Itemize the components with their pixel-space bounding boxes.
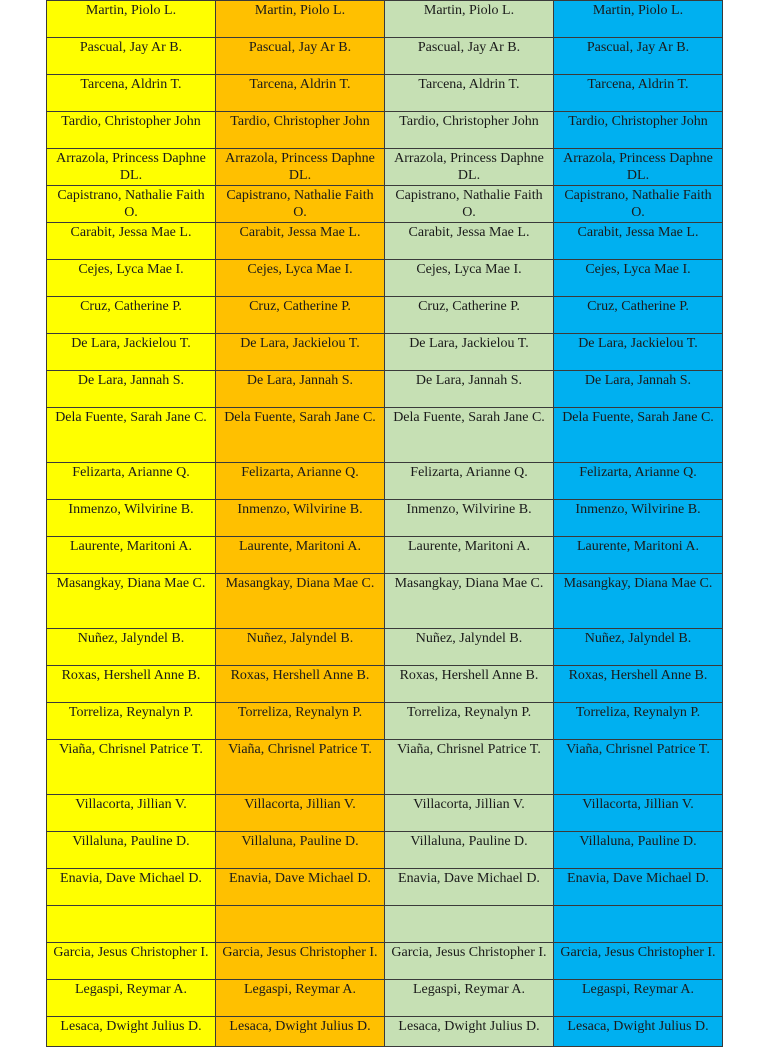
table-row — [47, 408, 723, 463]
name-cell-blue: Viaña, Chrisnel Patrice T. — [554, 740, 723, 795]
name-cell-green: Cruz, Catherine P. — [385, 297, 554, 334]
name-cell-blue: Legaspi, Reymar A. — [554, 980, 723, 1017]
table-row — [47, 574, 723, 629]
name-cell-yellow: Lesaca, Dwight Julius D. — [47, 1017, 216, 1047]
name-cell-blue: Cruz, Catherine P. — [554, 297, 723, 334]
name-cell-orange: Garcia, Jesus Christopher I. — [216, 943, 385, 980]
name-cell-green: Felizarta, Arianne Q. — [385, 463, 554, 500]
name-cell-orange: Felizarta, Arianne Q. — [216, 463, 385, 500]
name-cell-blue: Tardio, Christopher John — [554, 112, 723, 149]
roster-body — [47, 1, 723, 1047]
name-cell-orange: Enavia, Dave Michael D. — [216, 869, 385, 906]
name-cell-green: Torreliza, Reynalyn P. — [385, 703, 554, 740]
name-cell-yellow: Martin, Piolo L. — [47, 1, 216, 38]
name-cell-green: Inmenzo, Wilvirine B. — [385, 500, 554, 537]
name-cell-orange: Laurente, Maritoni A. — [216, 537, 385, 574]
name-cell-orange: Arrazola, Princess Daphne DL. — [216, 149, 385, 186]
name-cell-green: Legaspi, Reymar A. — [385, 980, 554, 1017]
name-cell-yellow: Capistrano, Nathalie Faith O. — [47, 186, 216, 223]
table-row — [47, 740, 723, 795]
name-cell-yellow: Pascual, Jay Ar B. — [47, 38, 216, 75]
name-cell-blue: Enavia, Dave Michael D. — [554, 869, 723, 906]
name-cell-blue: Carabit, Jessa Mae L. — [554, 223, 723, 260]
name-cell-yellow: Felizarta, Arianne Q. — [47, 463, 216, 500]
name-cell-orange: Capistrano, Nathalie Faith O. — [216, 186, 385, 223]
name-cell-green: Dela Fuente, Sarah Jane C. — [385, 408, 554, 463]
name-cell-green: Martin, Piolo L. — [385, 1, 554, 38]
name-cell-blue: Laurente, Maritoni A. — [554, 537, 723, 574]
name-cell-blue: Villaluna, Pauline D. — [554, 832, 723, 869]
name-cell-green: Capistrano, Nathalie Faith O. — [385, 186, 554, 223]
name-cell-orange: De Lara, Jannah S. — [216, 371, 385, 408]
table-row — [47, 371, 723, 408]
roster-table — [46, 0, 723, 1047]
name-cell-blue: Martin, Piolo L. — [554, 1, 723, 38]
name-cell-green: Pascual, Jay Ar B. — [385, 38, 554, 75]
name-cell-yellow: Garcia, Jesus Christopher I. — [47, 943, 216, 980]
name-cell-yellow: Masangkay, Diana Mae C. — [47, 574, 216, 629]
table-row — [47, 149, 723, 186]
table-row — [47, 75, 723, 112]
name-cell-yellow: Carabit, Jessa Mae L. — [47, 223, 216, 260]
table-row — [47, 869, 723, 906]
table-row — [47, 1017, 723, 1047]
name-cell-orange: Pascual, Jay Ar B. — [216, 38, 385, 75]
name-cell-green: Roxas, Hershell Anne B. — [385, 666, 554, 703]
name-cell-orange: Inmenzo, Wilvirine B. — [216, 500, 385, 537]
name-cell-blue: Villacorta, Jillian V. — [554, 795, 723, 832]
name-cell-blue: Lesaca, Dwight Julius D. — [554, 1017, 723, 1047]
name-cell-green: Villaluna, Pauline D. — [385, 832, 554, 869]
table-row — [47, 334, 723, 371]
name-cell-orange: De Lara, Jackielou T. — [216, 334, 385, 371]
name-cell-orange: Masangkay, Diana Mae C. — [216, 574, 385, 629]
name-cell-blue: Tarcena, Aldrin T. — [554, 75, 723, 112]
name-cell-orange — [216, 906, 385, 943]
name-cell-yellow: Tardio, Christopher John — [47, 112, 216, 149]
name-cell-orange: Cejes, Lyca Mae I. — [216, 260, 385, 297]
name-cell-green: Laurente, Maritoni A. — [385, 537, 554, 574]
table-row — [47, 38, 723, 75]
name-cell-orange: Dela Fuente, Sarah Jane C. — [216, 408, 385, 463]
name-cell-orange: Viaña, Chrisnel Patrice T. — [216, 740, 385, 795]
name-cell-yellow: Legaspi, Reymar A. — [47, 980, 216, 1017]
table-row — [47, 666, 723, 703]
name-cell-green: Carabit, Jessa Mae L. — [385, 223, 554, 260]
name-cell-orange: Carabit, Jessa Mae L. — [216, 223, 385, 260]
name-cell-green — [385, 906, 554, 943]
table-row — [47, 537, 723, 574]
name-cell-yellow: Inmenzo, Wilvirine B. — [47, 500, 216, 537]
name-cell-blue: Arrazola, Princess Daphne DL. — [554, 149, 723, 186]
name-cell-blue: Inmenzo, Wilvirine B. — [554, 500, 723, 537]
name-cell-orange: Roxas, Hershell Anne B. — [216, 666, 385, 703]
table-row — [47, 795, 723, 832]
name-cell-yellow: Cruz, Catherine P. — [47, 297, 216, 334]
name-cell-green: Garcia, Jesus Christopher I. — [385, 943, 554, 980]
table-row — [47, 223, 723, 260]
table-row — [47, 629, 723, 666]
name-cell-blue: Masangkay, Diana Mae C. — [554, 574, 723, 629]
name-cell-orange: Tarcena, Aldrin T. — [216, 75, 385, 112]
name-cell-blue: Dela Fuente, Sarah Jane C. — [554, 408, 723, 463]
name-cell-orange: Cruz, Catherine P. — [216, 297, 385, 334]
table-row — [47, 500, 723, 537]
name-cell-green: Nuñez, Jalyndel B. — [385, 629, 554, 666]
name-cell-orange: Villaluna, Pauline D. — [216, 832, 385, 869]
name-cell-orange: Legaspi, Reymar A. — [216, 980, 385, 1017]
name-cell-blue: Garcia, Jesus Christopher I. — [554, 943, 723, 980]
name-cell-yellow: Viaña, Chrisnel Patrice T. — [47, 740, 216, 795]
name-cell-yellow: Villaluna, Pauline D. — [47, 832, 216, 869]
name-cell-yellow: Nuñez, Jalyndel B. — [47, 629, 216, 666]
name-cell-blue: Pascual, Jay Ar B. — [554, 38, 723, 75]
name-cell-blue: De Lara, Jannah S. — [554, 371, 723, 408]
name-cell-yellow: Arrazola, Princess Daphne DL. — [47, 149, 216, 186]
name-cell-yellow: De Lara, Jannah S. — [47, 371, 216, 408]
name-cell-yellow: Dela Fuente, Sarah Jane C. — [47, 408, 216, 463]
name-cell-green: De Lara, Jackielou T. — [385, 334, 554, 371]
table-row — [47, 112, 723, 149]
name-cell-green: Cejes, Lyca Mae I. — [385, 260, 554, 297]
name-cell-orange: Torreliza, Reynalyn P. — [216, 703, 385, 740]
table-row — [47, 943, 723, 980]
name-cell-green: Arrazola, Princess Daphne DL. — [385, 149, 554, 186]
name-cell-green: Enavia, Dave Michael D. — [385, 869, 554, 906]
name-cell-yellow: Torreliza, Reynalyn P. — [47, 703, 216, 740]
name-cell-orange: Nuñez, Jalyndel B. — [216, 629, 385, 666]
name-cell-green: Masangkay, Diana Mae C. — [385, 574, 554, 629]
name-cell-blue: Nuñez, Jalyndel B. — [554, 629, 723, 666]
table-row — [47, 186, 723, 223]
name-cell-yellow — [47, 906, 216, 943]
name-cell-green: Lesaca, Dwight Julius D. — [385, 1017, 554, 1047]
name-cell-blue: Cejes, Lyca Mae I. — [554, 260, 723, 297]
name-cell-blue: Roxas, Hershell Anne B. — [554, 666, 723, 703]
name-cell-yellow: Roxas, Hershell Anne B. — [47, 666, 216, 703]
name-cell-orange: Lesaca, Dwight Julius D. — [216, 1017, 385, 1047]
name-cell-blue: De Lara, Jackielou T. — [554, 334, 723, 371]
name-cell-green: Tardio, Christopher John — [385, 112, 554, 149]
table-row — [47, 1, 723, 38]
name-cell-yellow: Villacorta, Jillian V. — [47, 795, 216, 832]
name-cell-yellow: Cejes, Lyca Mae I. — [47, 260, 216, 297]
table-row — [47, 703, 723, 740]
name-cell-yellow: Laurente, Maritoni A. — [47, 537, 216, 574]
table-row — [47, 832, 723, 869]
table-row — [47, 906, 723, 943]
table-row — [47, 297, 723, 334]
table-row — [47, 463, 723, 500]
name-cell-orange: Tardio, Christopher John — [216, 112, 385, 149]
name-cell-blue: Felizarta, Arianne Q. — [554, 463, 723, 500]
name-cell-green: Tarcena, Aldrin T. — [385, 75, 554, 112]
name-cell-orange: Martin, Piolo L. — [216, 1, 385, 38]
name-cell-green: Viaña, Chrisnel Patrice T. — [385, 740, 554, 795]
name-cell-yellow: Tarcena, Aldrin T. — [47, 75, 216, 112]
name-cell-blue: Torreliza, Reynalyn P. — [554, 703, 723, 740]
name-cell-yellow: Enavia, Dave Michael D. — [47, 869, 216, 906]
table-row — [47, 980, 723, 1017]
name-cell-green: Villacorta, Jillian V. — [385, 795, 554, 832]
roster-sheet — [46, 0, 722, 1034]
table-row — [47, 260, 723, 297]
name-cell-green: De Lara, Jannah S. — [385, 371, 554, 408]
name-cell-orange: Villacorta, Jillian V. — [216, 795, 385, 832]
name-cell-blue: Capistrano, Nathalie Faith O. — [554, 186, 723, 223]
name-cell-yellow: De Lara, Jackielou T. — [47, 334, 216, 371]
name-cell-blue — [554, 906, 723, 943]
